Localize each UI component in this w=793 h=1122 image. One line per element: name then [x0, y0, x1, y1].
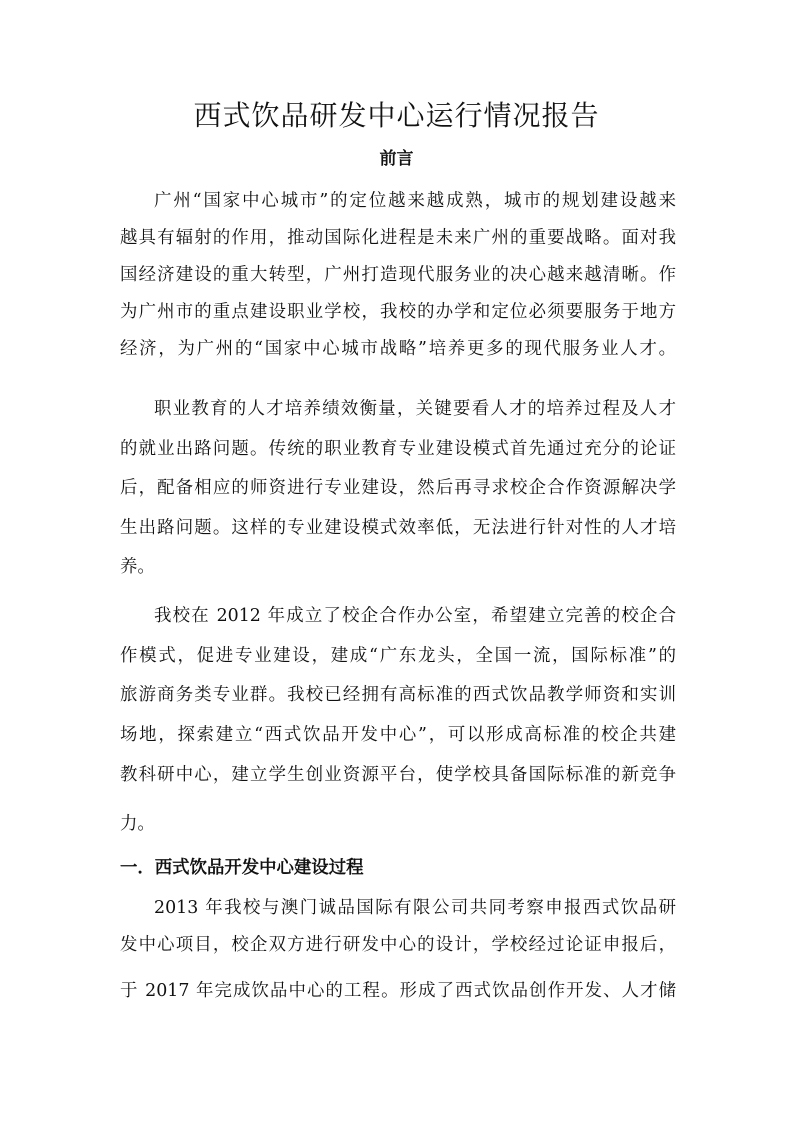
paragraph-line: 国经济建设的重大转型，广州打造现代服务业的决心越来越清晰。作	[120, 265, 676, 285]
paragraph-line: 发中心项目，校企双方进行研发中心的设计，学校经过论证申报后，	[120, 935, 676, 955]
paragraph-line: 后，配备相应的师资进行专业建设，然后再寻求校企合作资源解决学	[120, 478, 676, 498]
paragraph-line: 于 2017 年完成饮品中心的工程。形成了西式饮品创作开发、人才储	[120, 981, 676, 1001]
paragraph-line: 经济，为广州的“国家中心城市战略”培养更多的现代服务业人才。	[120, 339, 676, 359]
paragraph-line: 的就业出路问题。传统的职业教育专业建设模式首先通过充分的论证	[120, 439, 676, 459]
paragraph-line: 旅游商务类专业群。我校已经拥有高标准的西式饮品教学师资和实训	[120, 685, 676, 705]
document-title: 西式饮品研发中心运行情况报告	[193, 99, 600, 132]
paragraph-line: 教科研中心，建立学生创业资源平台，使学校具备国际标准的新竞争	[120, 765, 676, 785]
paragraph-line: 广州“国家中心城市”的定位越来越成熟，城市的规划建设越来	[154, 191, 676, 211]
paragraph-line: 我校在 2012 年成立了校企合作办公室，希望建立完善的校企合	[154, 606, 676, 626]
paragraph-line: 力。	[120, 814, 155, 834]
paragraph-line: 场地，探索建立“西式饮品开发中心”，可以形成高标准的校企共建	[120, 725, 676, 745]
paragraph-line: 越具有辐射的作用，推动国际化进程是未来广州的重要战略。面对我	[120, 228, 676, 248]
section-heading: 一．西式饮品开发中心建设过程	[120, 858, 364, 878]
paragraph-line: 为广州市的重点建设职业学校，我校的办学和定位必须要服务于地方	[120, 302, 676, 322]
paragraph-line: 养。	[120, 557, 155, 577]
paragraph-line: 2013 年我校与澳门诚品国际有限公司共同考察申报西式饮品研	[154, 898, 676, 918]
paragraph-line: 作模式，促进专业建设，建成“广东龙头，全国一流，国际标准”的	[120, 646, 676, 666]
paragraph-line: 生出路问题。这样的专业建设模式效率低，无法进行针对性的人才培	[120, 518, 676, 538]
paragraph-line: 职业教育的人才培养绩效衡量，关键要看人才的培养过程及人才	[154, 399, 676, 419]
document-subtitle: 前言	[379, 149, 414, 169]
